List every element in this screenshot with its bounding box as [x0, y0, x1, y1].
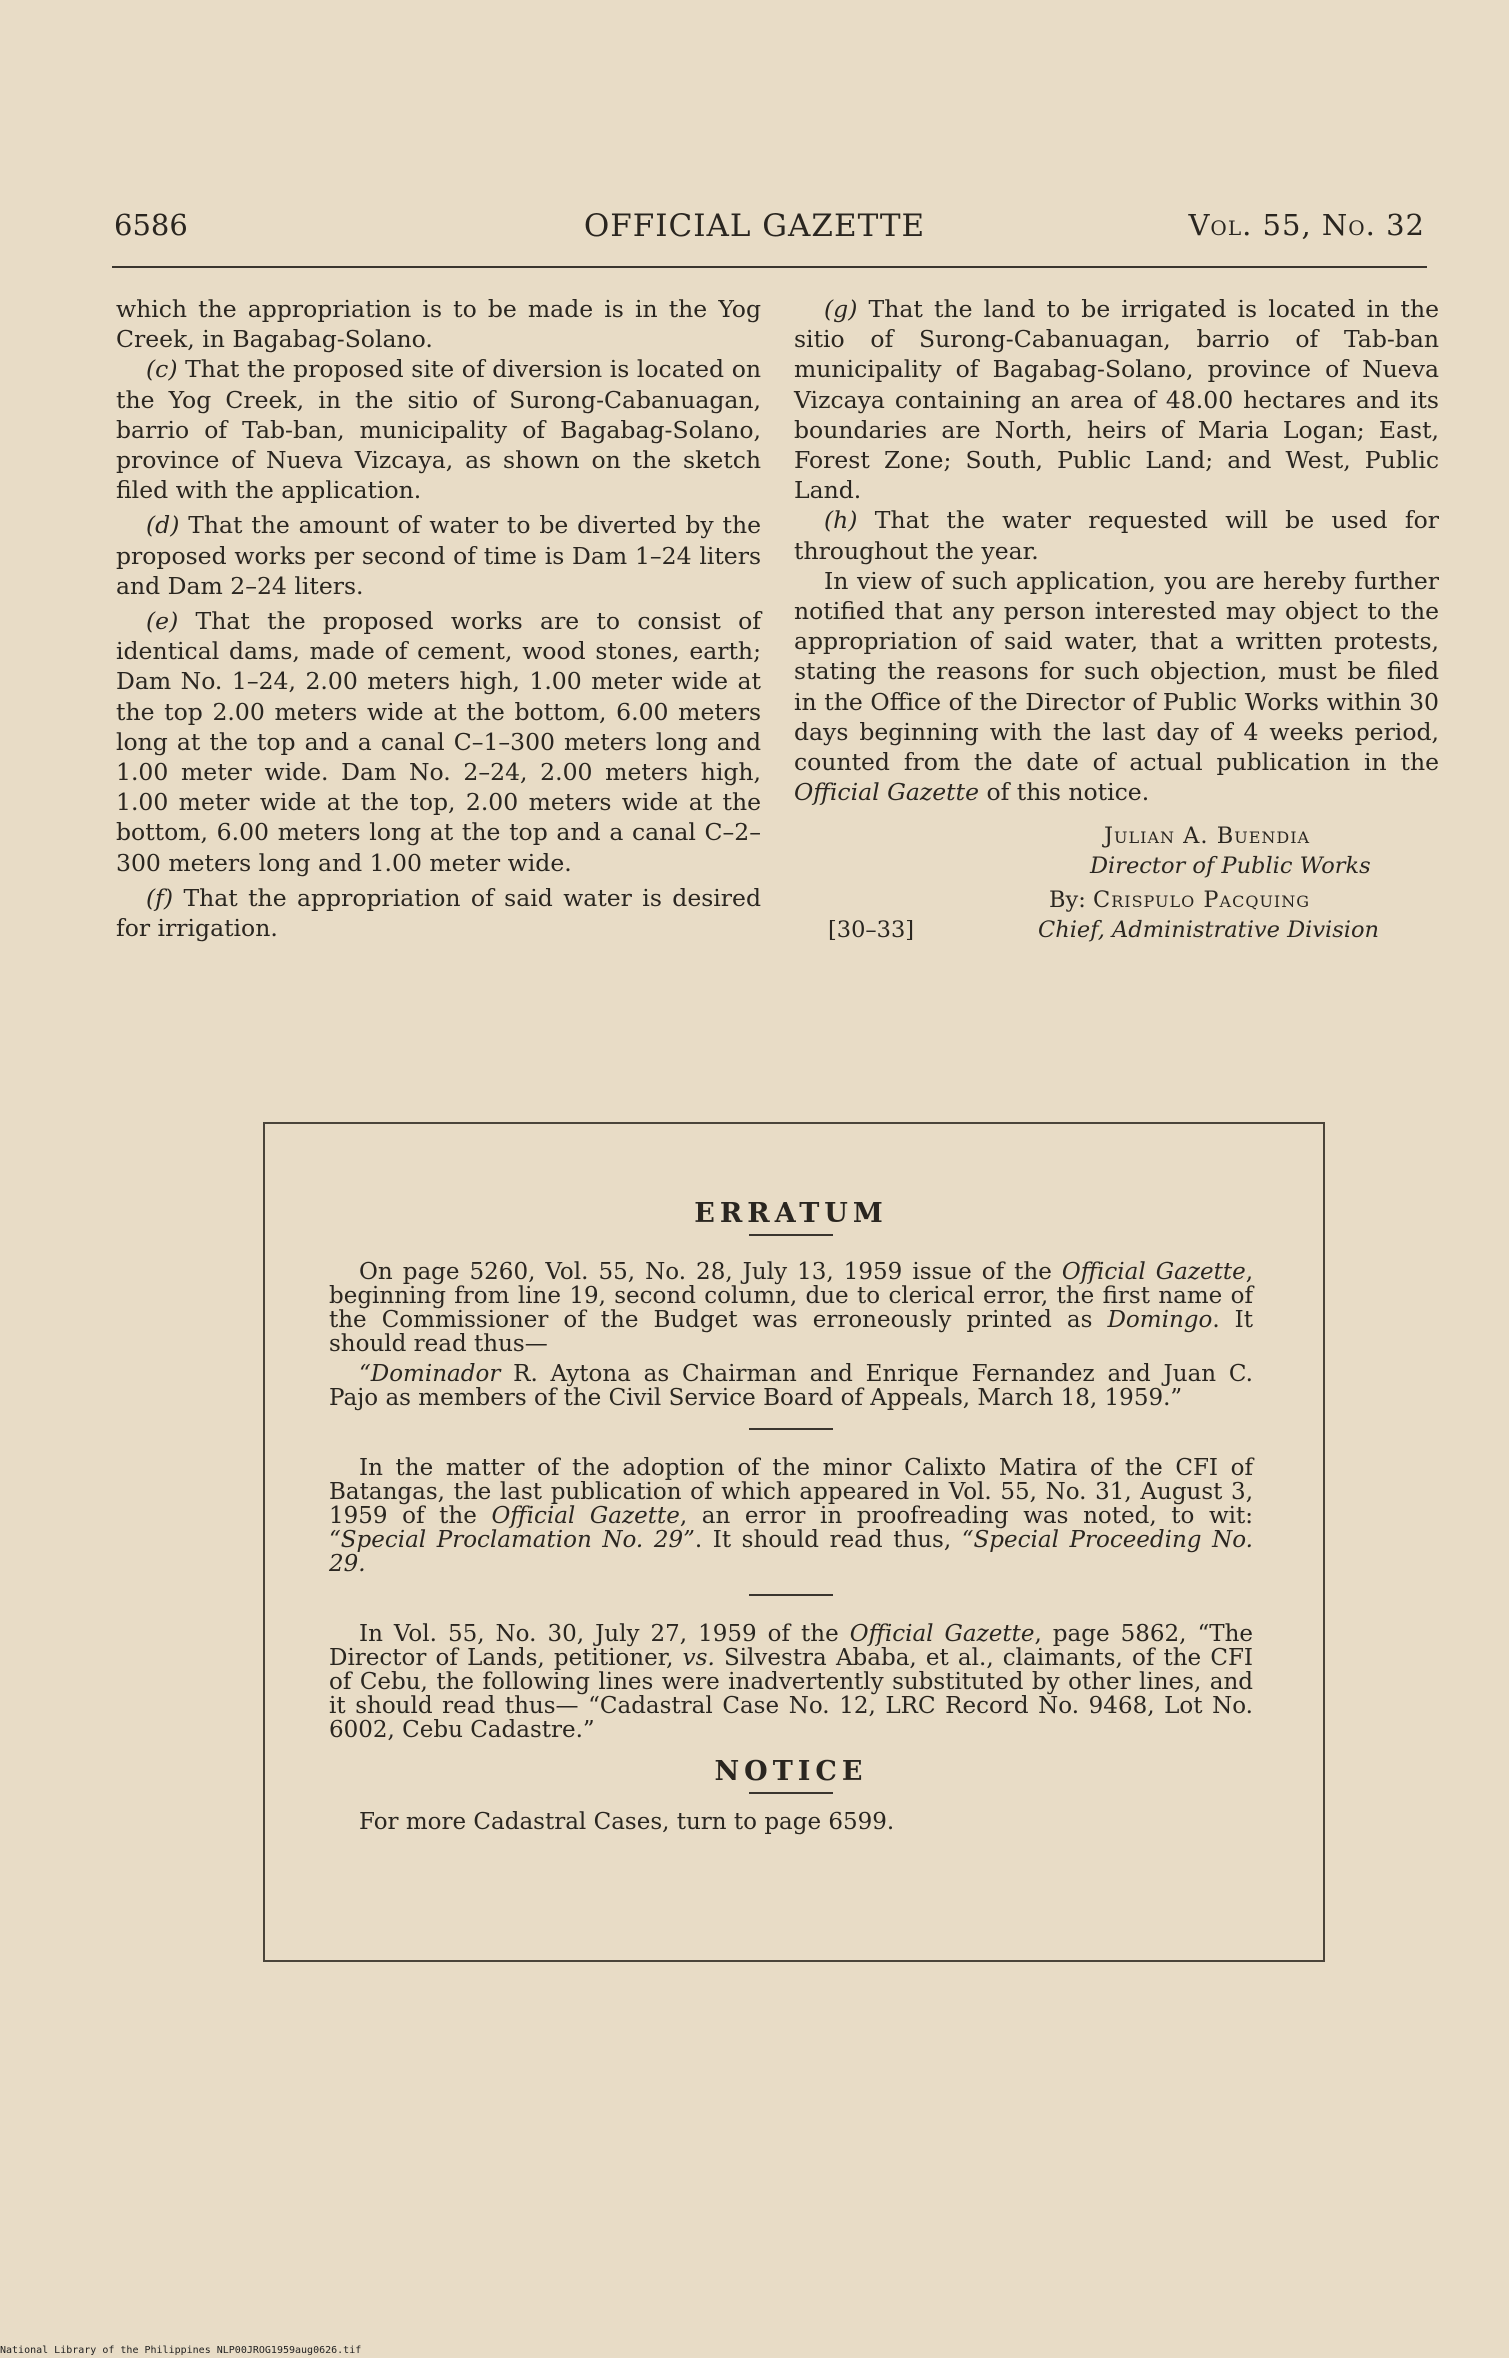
text: . It should read thus, — [694, 1527, 962, 1553]
quoted-italic: “Special Proceeding No. 29. — [329, 1527, 1253, 1577]
gazette-italic: Official Gazette — [849, 1621, 1035, 1647]
page-number: 6586 — [114, 208, 188, 242]
notice-heading: NOTICE — [714, 1756, 868, 1787]
paragraph-notice — [794, 566, 1439, 808]
text: . It should read thus— — [329, 1307, 1253, 1357]
quote-mark: “ — [359, 1361, 371, 1387]
page-title: OFFICIAL GAZETTE — [583, 208, 926, 244]
header-divider — [112, 266, 1427, 268]
item-letter: (d) — [146, 511, 180, 540]
gazette-italic: Official Gazette — [491, 1503, 680, 1529]
issue-reference: [30–33] — [828, 917, 915, 944]
text: R. Aytona as Chairman and Enrique Fernandez and Juan C. Pajo as members of the Civil Service Board of Appeals, March 18, 1959.” — [329, 1361, 1253, 1411]
signatory-title-text: Director of Public Works — [1090, 853, 1371, 880]
paragraph-f — [116, 883, 761, 943]
heading-rule — [749, 1792, 833, 1794]
name-italic: Dominador — [370, 1361, 501, 1387]
paragraph-text: In view of such application, you are hereby further notified that any person interested may object to the appropriation of said water, that a written protests, stating the reasons for such objection, must be filed in the Office of the Director of Public Works within 30 days beginning with the last day of 4 weeks period, counted from the date of actual publication in the — [794, 566, 1439, 777]
heading-rule — [749, 1234, 833, 1236]
text: Silvestra Ababa, et al., claimants, of the CFI of Cebu, the following lines were inadvertently substituted by other lines, and it should read thus— “Cadastral Case No. 12, LRC Record No. 9468, Lot No. 6002, Cebu Cadastre.” — [329, 1645, 1253, 1743]
signatory-name — [794, 821, 1439, 851]
by-prefix: By: — [1049, 887, 1093, 914]
erratum-box — [263, 1122, 1325, 1962]
text: , an error in proofreading was noted, to wit: — [679, 1503, 1254, 1529]
erratum-content — [329, 1124, 1253, 1834]
by-line — [794, 885, 1439, 915]
paragraph-d — [116, 510, 761, 601]
right-column — [794, 294, 1439, 945]
left-column — [116, 294, 761, 943]
item-letter: (c) — [146, 355, 178, 384]
quoted-italic: “Special Proclamation No. 29” — [329, 1527, 695, 1553]
item-letter: (g) — [824, 295, 858, 323]
paragraph-c — [116, 354, 761, 505]
volume-label: Vol. 55, No. 32 — [1188, 208, 1425, 242]
paragraph-text: That the appropriation of said water is desired for irrigation. — [116, 883, 761, 943]
signatory-title — [794, 851, 1439, 881]
section-rule — [749, 1594, 833, 1596]
erratum-item-2 — [329, 1456, 1253, 1576]
item-letter: (h) — [824, 506, 858, 535]
versus-italic: vs. — [682, 1645, 715, 1671]
paragraph-continuation: which the appropriation is to be made is in the Yog Creek, in Bagabag-Solano. — [116, 295, 761, 354]
paragraph-text: of this notice. — [978, 778, 1150, 807]
paragraph-g — [794, 294, 1439, 505]
gazette-italic: Official Gazette — [1061, 1259, 1246, 1285]
section-rule — [749, 1428, 833, 1430]
item-letter: (f) — [146, 883, 174, 912]
text: On page 5260, Vol. 55, No. 28, July 13, 1959 issue of the — [359, 1259, 1062, 1285]
erratum-heading: ERRATUM — [694, 1198, 888, 1229]
closing-line — [794, 915, 1439, 945]
scan-footer: National Library of the Philippines NLP00JROG1959aug0626.tif — [0, 2345, 362, 2356]
text: , beginning from line 19, second column, due to clerical error, the first name of the Commissioner of the Budget was erroneously printed as — [329, 1259, 1253, 1333]
paragraph-text: That the water requested will be used for throughout the year. — [794, 506, 1439, 565]
text: , page 5862, “The Director of Lands, petitioner, — [329, 1621, 1253, 1671]
paragraph-text: That the land to be irrigated is located in the sitio of Surong-Cabanuagan, barrio of Tab-ban municipality of Bagabag-Solano, province of Nueva Vizcaya containing an area of 48.00 hectares and its boundaries are North, heirs of Maria Logan; East, Forest Zone; South, Public Land; and West, Public Land. — [794, 295, 1439, 505]
text: In the matter of the adoption of the minor Calixto Matira of the CFI of Batangas, the last publication of which appeared in Vol. 55, No. 31, August 3, 1959 of the — [329, 1455, 1253, 1529]
paragraph-text: That the proposed works are to consist of identical dams, made of cement, wood stones, earth; Dam No. 1–24, 2.00 meters high, 1.00 meter wide at the top 2.00 meters wide at the bottom, 6.00 meters long at the top and a canal C–1–300 meters long and 1.00 meter wide. Dam No. 2–24, 2.00 meters high, 1.00 meter wide at the top, 2.00 meters wide at the bottom, 6.00 meters long at the top and a canal C–2–300 meters long and 1.00 meter wide. — [116, 607, 761, 877]
paragraph-text: That the proposed site of diversion is located on the Yog Creek, in the sitio of Surong-Cabanuagan, barrio of Tab-ban, municipality of Bagabag-Solano, province of Nueva Vizcaya, as shown on the sketch filed with the application. — [116, 355, 761, 505]
by-name: Crispulo Pacquing — [1092, 887, 1311, 914]
signatory-name-text: Julian A. Buendia — [1104, 823, 1311, 850]
paragraph-h — [794, 505, 1439, 565]
item-letter: (e) — [146, 607, 179, 636]
erratum-quote — [329, 1362, 1253, 1410]
paragraph-text: That the amount of water to be diverted by the proposed works per second of time is Dam 1–24 liters and Dam 2–24 liters. — [116, 511, 761, 600]
name-italic: Domingo — [1107, 1307, 1213, 1333]
erratum-item-1 — [329, 1260, 1253, 1356]
erratum-item-3 — [329, 1622, 1253, 1742]
notice-text: For more Cadastral Cases, turn to page 6599. — [359, 1809, 895, 1835]
by-title: Chief, Administrative Division — [1038, 917, 1380, 944]
paragraph-e — [116, 606, 761, 878]
text: In Vol. 55, No. 30, July 27, 1959 of the — [359, 1621, 850, 1647]
gazette-italic: Official Gazette — [794, 778, 979, 807]
